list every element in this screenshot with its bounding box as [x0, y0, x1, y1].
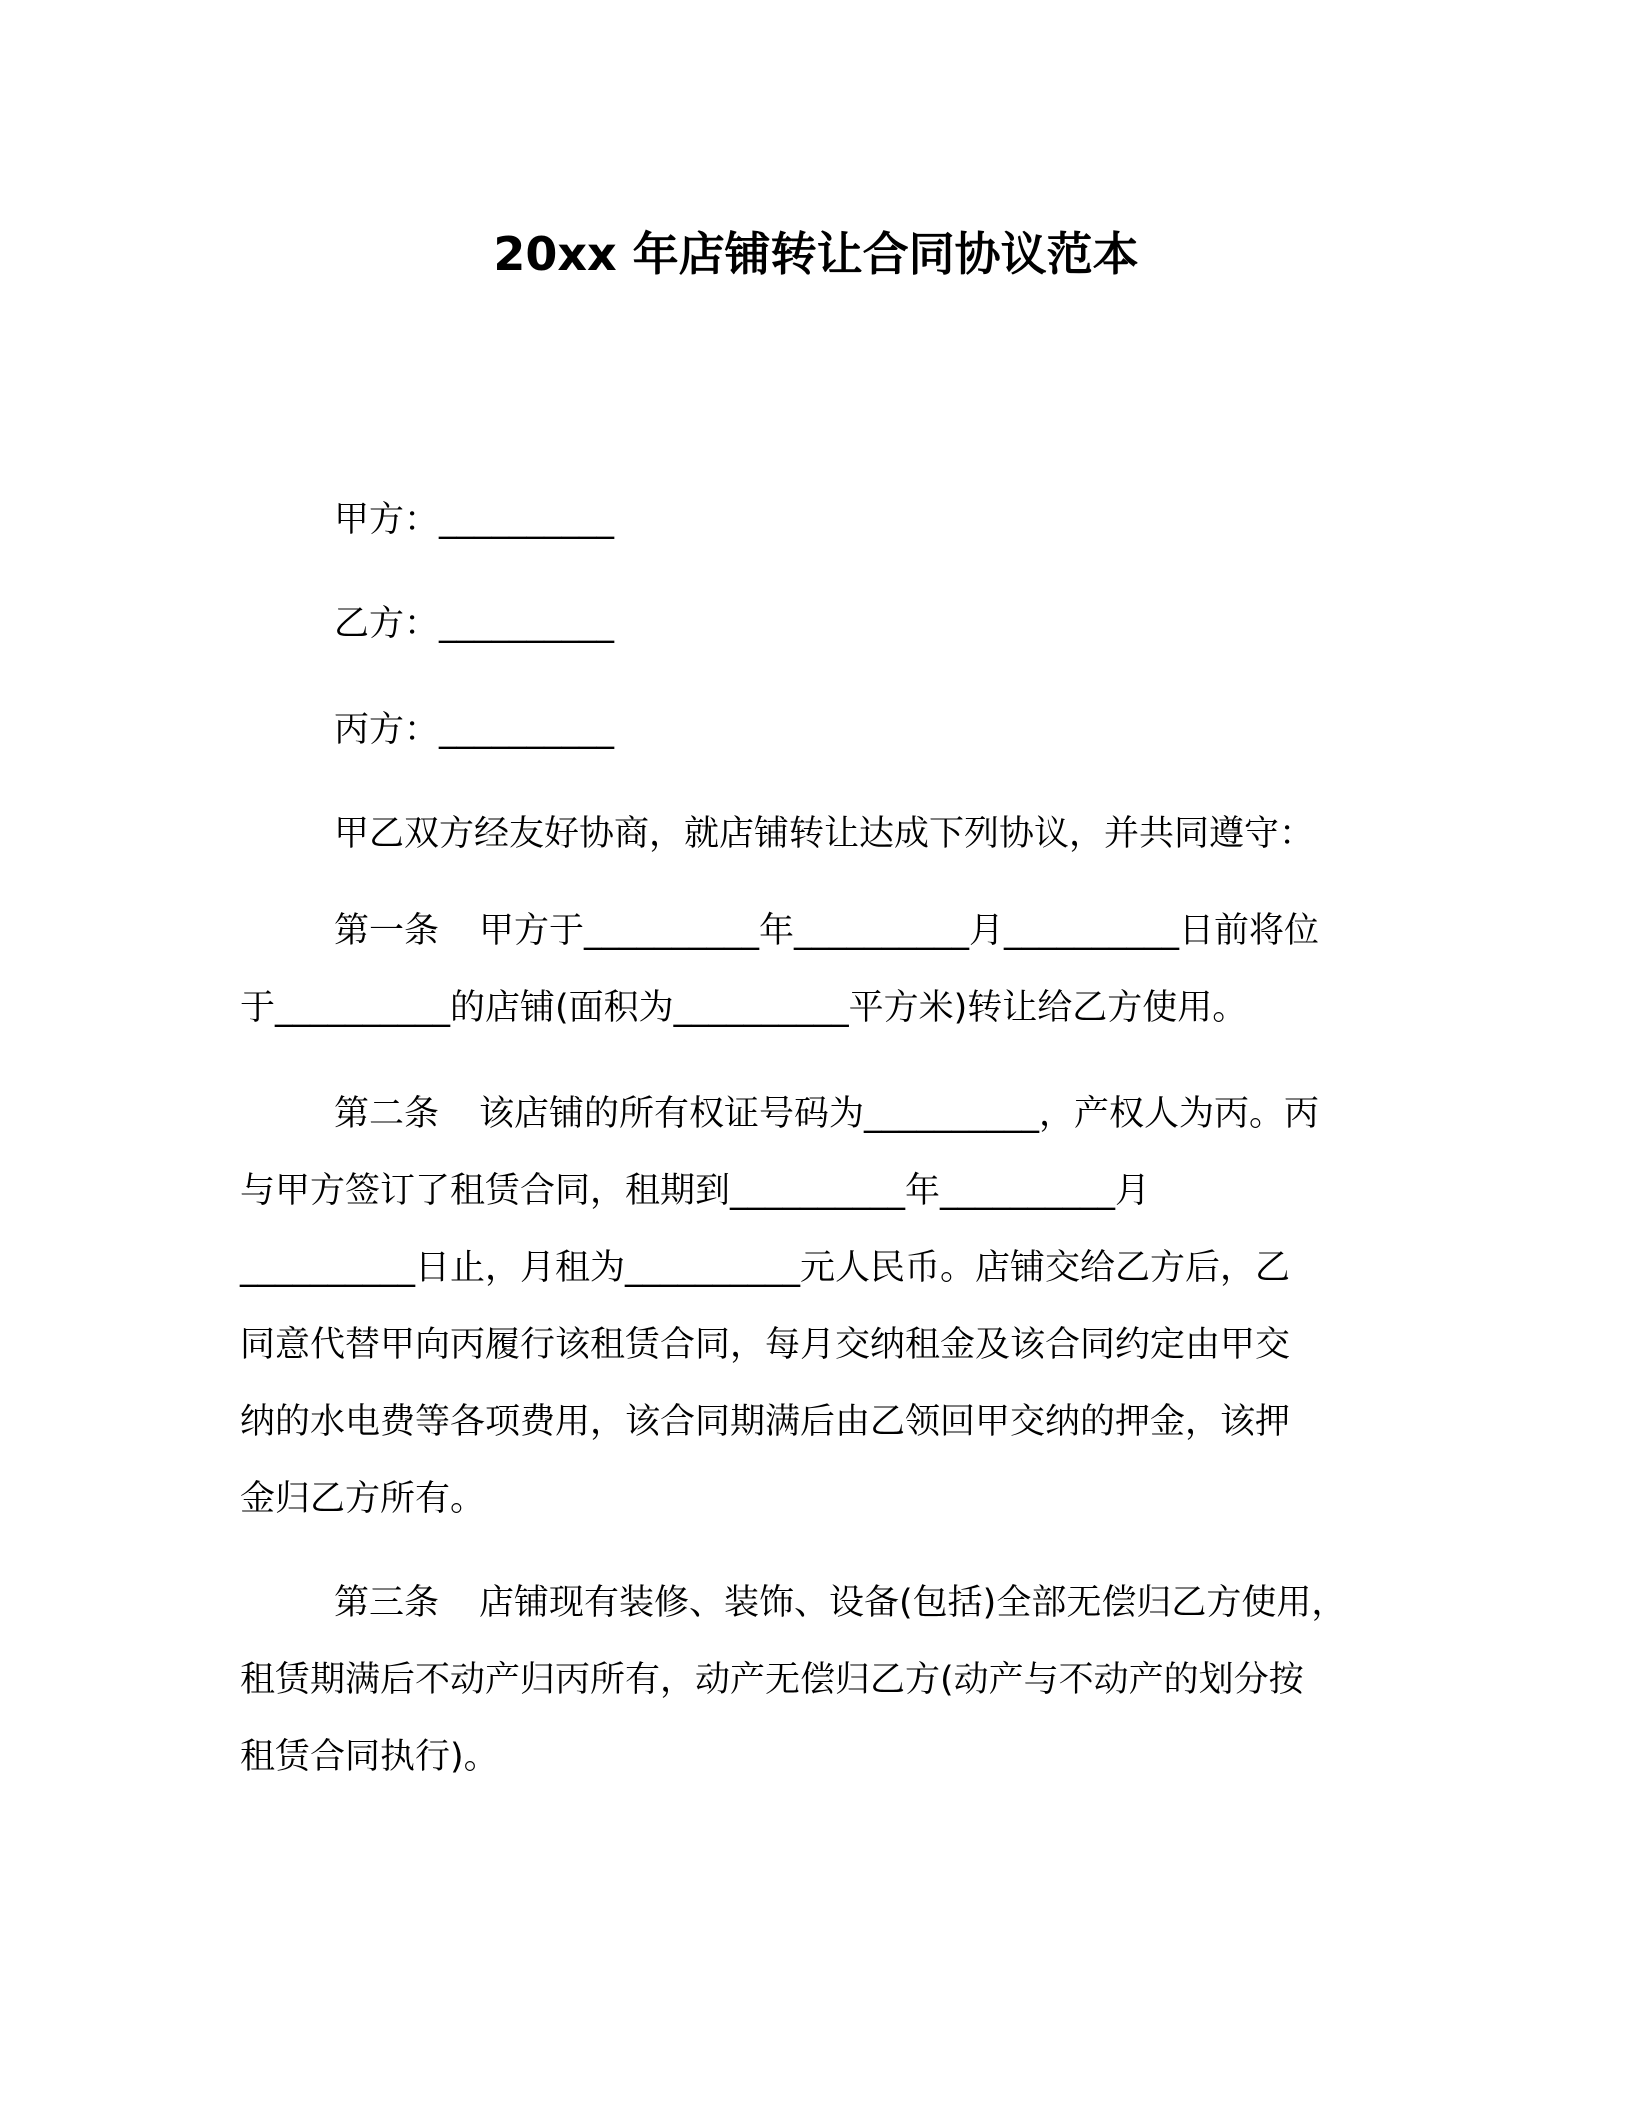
article-3-line-2: 租赁期满后不动产归丙所有，动产无偿归乙方(动产与不动产的划分按: [240, 1660, 1304, 1700]
party-c-line: 丙方：__________: [334, 710, 615, 750]
article-3-text-1: 店铺现有装修、装饰、设备(包括)全部无偿归乙方使用，: [479, 1583, 1347, 1623]
document-title: 20xx 年店铺转让合同协议范本: [493, 227, 1139, 281]
article-2: [240, 1076, 1392, 1538]
article-2-line-6: 金归乙方所有。: [240, 1479, 486, 1519]
party-b-line: 乙方：__________: [334, 604, 615, 644]
article-1: [240, 893, 1392, 1047]
article-3: [240, 1565, 1392, 1796]
article-2-heading: 第二条: [334, 1094, 440, 1134]
article-1-text-1: 甲方于__________年__________月__________日前将位: [479, 911, 1320, 951]
article-1-heading: 第一条: [334, 911, 440, 951]
party-a-line: 甲方：__________: [334, 500, 615, 540]
article-1-line-2: 于__________的店铺(面积为__________平方米)转让给乙方使用。: [240, 988, 1248, 1028]
article-2-text-1: 该店铺的所有权证号码为__________，产权人为丙。丙: [479, 1094, 1320, 1134]
article-2-line-2: 与甲方签订了租赁合同，租期到__________年__________月: [240, 1171, 1151, 1211]
article-3-line-1: [240, 1565, 1392, 1642]
article-1-line-1: [240, 893, 1392, 970]
intro-paragraph: 甲乙双方经友好协商，就店铺转让达成下列协议，并共同遵守：: [334, 814, 1315, 854]
article-3-line-3: 租赁合同执行)。: [240, 1737, 499, 1777]
article-2-line-1: [240, 1076, 1392, 1153]
article-2-line-5: 纳的水电费等各项费用，该合同期满后由乙领回甲交纳的押金，该押: [240, 1402, 1291, 1442]
article-3-heading: 第三条: [334, 1583, 440, 1623]
article-2-line-3: __________日止，月租为__________元人民币。店铺交给乙方后，乙: [240, 1248, 1291, 1288]
article-2-line-4: 同意代替甲向丙履行该租赁合同，每月交纳租金及该合同约定由甲交: [240, 1325, 1291, 1365]
